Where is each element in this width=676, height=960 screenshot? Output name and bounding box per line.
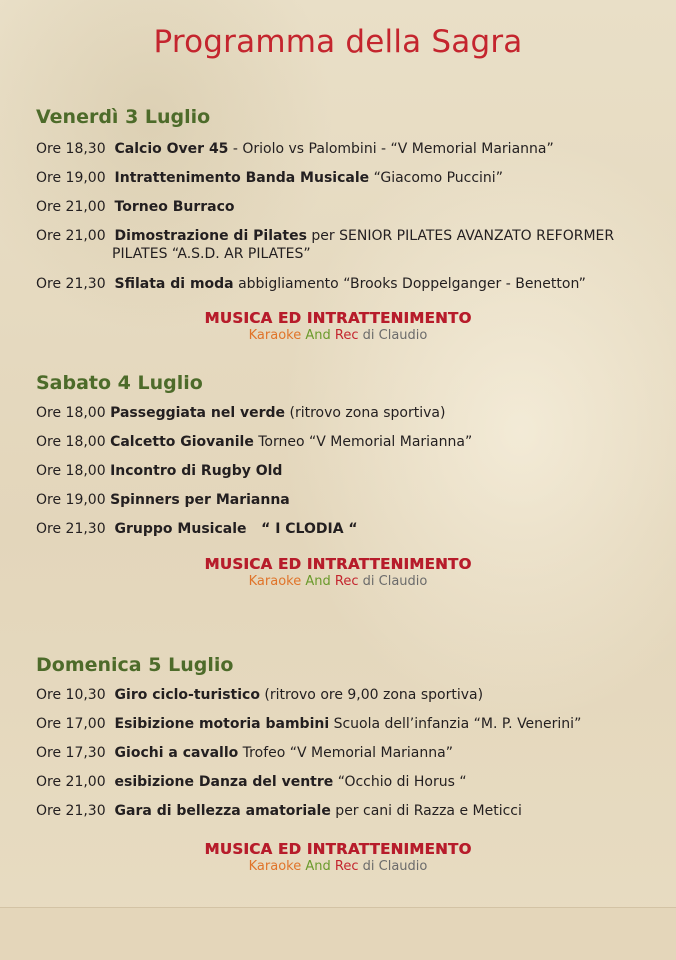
event-details: PILATES “A.S.D. AR PILATES” <box>112 246 311 262</box>
event-row <box>36 744 636 763</box>
event-name: Calcio Over 45 <box>114 141 229 157</box>
event-row-continuation <box>112 245 632 264</box>
event-time: Ore 17,00 <box>36 716 106 732</box>
banner-karaoke: Karaoke <box>248 574 302 589</box>
event-details: “Occhio di Horus “ <box>333 774 467 790</box>
event-details: Trofeo “V Memorial Marianna” <box>238 745 453 761</box>
event-details: (ritrovo zona sportiva) <box>285 405 446 421</box>
event-time: Ore 18,00 <box>36 463 106 479</box>
banner-di-claudio: di Claudio <box>362 574 428 589</box>
event-name: Esibizione motoria bambini <box>114 716 330 732</box>
event-row <box>36 491 636 510</box>
banner-di-claudio: di Claudio <box>362 328 428 343</box>
event-time: Ore 21,00 <box>36 199 106 215</box>
event-time: Ore 10,30 <box>36 687 106 703</box>
day-title: Venerdì 3 Luglio <box>36 106 211 128</box>
banner-subtitle <box>0 328 676 343</box>
event-name: esibizione Danza del ventre <box>114 774 334 790</box>
event-time: Ore 19,00 <box>36 170 106 186</box>
page-title: Programma della Sagra <box>153 24 523 60</box>
event-name: Gruppo Musicale “ I CLODIA “ <box>114 521 358 537</box>
event-time: Ore 21,00 <box>36 774 106 790</box>
banner-and: And <box>305 328 331 343</box>
event-row <box>36 462 636 481</box>
event-time: Ore 21,30 <box>36 803 106 819</box>
event-details: abbigliamento “Brooks Doppelganger - Benetton” <box>233 276 586 292</box>
event-name: Dimostrazione di Pilates <box>114 228 307 244</box>
event-row <box>36 169 636 188</box>
event-name: Intrattenimento Banda Musicale <box>114 170 370 186</box>
event-name: Torneo Burraco <box>114 199 235 215</box>
event-row <box>36 773 636 792</box>
banner-subtitle <box>0 574 676 589</box>
event-details: per cani di Razza e Meticci <box>330 803 522 819</box>
event-name: Calcetto Giovanile <box>110 434 254 450</box>
entertainment-banner <box>0 555 676 589</box>
bottom-band <box>0 907 676 960</box>
event-details: (ritrovo ore 9,00 zona sportiva) <box>259 687 484 703</box>
event-name: Sfilata di moda <box>114 276 234 292</box>
event-details: Scuola dell’infanzia “M. P. Venerini” <box>329 716 582 732</box>
banner-karaoke: Karaoke <box>248 328 302 343</box>
banner-rec: Rec <box>334 328 359 343</box>
banner-di-claudio: di Claudio <box>362 859 428 874</box>
banner-title: MUSICA ED INTRATTENIMENTO <box>204 840 472 858</box>
event-row <box>36 404 636 423</box>
event-time: Ore 18,00 <box>36 405 106 421</box>
event-details: “Giacomo Puccini” <box>369 170 503 186</box>
banner-rec: Rec <box>334 859 359 874</box>
entertainment-banner <box>0 309 676 343</box>
event-name: Passeggiata nel verde <box>110 405 286 421</box>
day-title: Sabato 4 Luglio <box>36 372 203 394</box>
event-time: Ore 21,00 <box>36 228 106 244</box>
banner-title: MUSICA ED INTRATTENIMENTO <box>204 555 472 573</box>
event-time: Ore 18,00 <box>36 434 106 450</box>
event-name: Giro ciclo-turistico <box>114 687 260 703</box>
event-row <box>36 802 636 821</box>
event-details: per SENIOR PILATES AVANZATO REFORMER <box>306 228 615 244</box>
event-row <box>36 715 636 734</box>
banner-subtitle <box>0 859 676 874</box>
event-time: Ore 17,30 <box>36 745 106 761</box>
event-name: Incontro di Rugby Old <box>110 463 283 479</box>
event-time: Ore 21,30 <box>36 521 106 537</box>
event-name: Gara di bellezza amatoriale <box>114 803 331 819</box>
banner-and: And <box>305 859 331 874</box>
event-name: Giochi a cavallo <box>114 745 239 761</box>
event-details: Torneo “V Memorial Marianna” <box>253 434 473 450</box>
event-time: Ore 18,30 <box>36 141 106 157</box>
banner-rec: Rec <box>334 574 359 589</box>
event-row <box>36 275 636 294</box>
event-row <box>36 520 636 539</box>
banner-and: And <box>305 574 331 589</box>
entertainment-banner <box>0 840 676 874</box>
event-time: Ore 21,30 <box>36 276 106 292</box>
event-row <box>36 140 636 159</box>
event-row <box>36 198 636 217</box>
event-name: Spinners per Marianna <box>110 492 290 508</box>
event-time: Ore 19,00 <box>36 492 106 508</box>
event-row <box>36 433 636 452</box>
banner-title: MUSICA ED INTRATTENIMENTO <box>204 309 472 327</box>
day-title: Domenica 5 Luglio <box>36 654 234 676</box>
event-row <box>36 227 636 246</box>
banner-karaoke: Karaoke <box>248 859 302 874</box>
event-row <box>36 686 636 705</box>
event-details: - Oriolo vs Palombini - “V Memorial Marianna” <box>228 141 554 157</box>
